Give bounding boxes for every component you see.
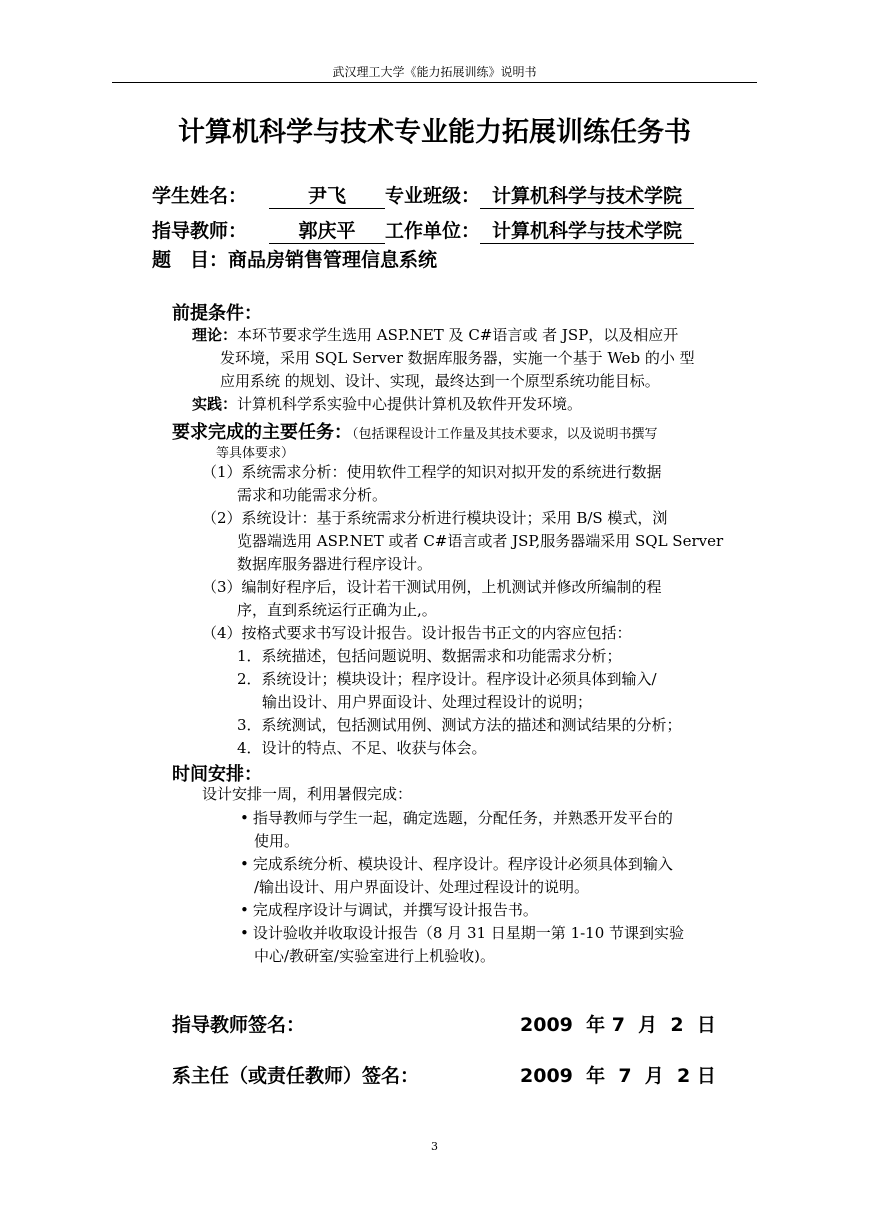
schedule-heading: 时间安排：	[172, 764, 262, 785]
task-subitem: 3．系统测试，包括测试用例、测试方法的描述和测试结果的分析；	[237, 716, 682, 734]
task-subitem: 4．设计的特点、不足、收获与体会。	[237, 739, 487, 757]
topic-value: 商品房销售管理信息系统	[228, 249, 438, 271]
running-header: 武汉理工大学《能力拓展训练》说明书	[332, 65, 537, 79]
tasks-heading: 要求完成的主要任务：	[172, 422, 352, 443]
student-label: 学生姓名：	[152, 185, 248, 207]
tasks-note-1: （包括课程设计工作量及其技术要求，以及说明书撰写	[352, 427, 658, 442]
header-rule	[112, 82, 757, 83]
schedule-item: • 指导教师与学生一起，确定选题，分配任务，并熟悉开发平台的	[240, 809, 673, 827]
info-row-advisor	[152, 216, 694, 244]
bullet-icon: •	[240, 924, 249, 942]
schedule-item: • 完成程序设计与调试，并撰写设计报告书。	[240, 901, 538, 919]
director-signature-date: 2009 年 7 月 2 日	[520, 1065, 716, 1087]
theory-line-1: 理论：本环节要求学生选用 ASP.NET 及 C#语言或 者 JSP，以及相应开	[192, 326, 679, 344]
class-value: 计算机科学与技术学院	[480, 181, 694, 209]
tasks-heading-row	[172, 418, 658, 444]
task-subitem: 2．系统设计；模块设计；程序设计。程序设计必须具体到输入/	[237, 670, 657, 688]
document-title: 计算机科学与技术专业能力拓展训练任务书	[178, 117, 691, 148]
task-line: （2）系统设计：基于系统需求分析进行模块设计；采用 B/S 模式，浏	[202, 509, 668, 527]
prereq-heading: 前提条件：	[172, 303, 262, 324]
info-row-topic	[152, 245, 437, 272]
schedule-item-cont: 使用。	[254, 832, 300, 850]
advisor-label: 指导教师：	[152, 220, 248, 242]
task-line: （3）编制好程序后，设计若干测试用例，上机测试并修改所编制的程	[202, 578, 662, 596]
bullet-icon: •	[240, 809, 249, 827]
schedule-item-cont: 中心/教研室/实验室进行上机验收)。	[254, 947, 495, 965]
page-number: 3	[431, 1140, 438, 1153]
unit-value: 计算机科学与技术学院	[480, 216, 694, 244]
class-label: 专业班级：	[385, 185, 481, 207]
task-line: 需求和功能需求分析。	[237, 486, 388, 504]
theory-label: 理论：	[192, 326, 238, 344]
bullet-icon: •	[240, 855, 249, 873]
theory-line-2: 发环境，采用 SQL Server 数据库服务器，实施一个基于 Web 的小 型	[220, 349, 695, 367]
practice-line: 实践：计算机科学系实验中心提供计算机及软件开发环境。	[192, 395, 583, 413]
schedule-intro: 设计安排一周，利用暑假完成：	[202, 785, 413, 803]
task-line: 览器端选用 ASP.NET 或者 C#语言或者 JSP,服务器端采用 SQL Server	[237, 532, 724, 550]
student-name: 尹飞	[269, 181, 385, 209]
advisor-signature-date: 2009 年 7 月 2 日	[520, 1014, 716, 1036]
advisor-signature-label: 指导教师签名：	[172, 1014, 306, 1036]
practice-label: 实践：	[192, 395, 238, 413]
advisor-name: 郭庆平	[269, 216, 385, 244]
schedule-item: • 设计验收并收取设计报告（8 月 31 日星期一第 1-10 节课到实验	[240, 924, 685, 942]
task-subitem: 1．系统描述，包括问题说明、数据需求和功能需求分析；	[237, 647, 622, 665]
task-subitem: 输出设计、用户界面设计、处理过程设计的说明；	[262, 693, 593, 711]
schedule-item-cont: /输出设计、用户界面设计、处理过程设计的说明。	[254, 878, 590, 896]
task-line: 数据库服务器进行程序设计。	[237, 555, 433, 573]
bullet-icon: •	[240, 901, 249, 919]
info-row-student	[152, 181, 694, 209]
unit-label: 工作单位：	[385, 220, 481, 242]
theory-line-3: 应用系统 的规划、设计、实现，最终达到一个原型系统功能目标。	[220, 372, 660, 390]
task-line: （1）系统需求分析：使用软件工程学的知识对拟开发的系统进行数据	[202, 463, 662, 481]
tasks-note-2: 等具体要求）	[216, 446, 295, 461]
task-line: 序，直到系统运行正确为止,。	[237, 601, 437, 619]
director-signature-label: 系主任（或责任教师）签名：	[172, 1065, 420, 1087]
topic-label: 题 目：	[152, 249, 229, 271]
schedule-item: • 完成系统分析、模块设计、程序设计。程序设计必须具体到输入	[240, 855, 673, 873]
task-line: （4）按格式要求书写设计报告。设计报告书正文的内容应包括：	[202, 624, 632, 642]
